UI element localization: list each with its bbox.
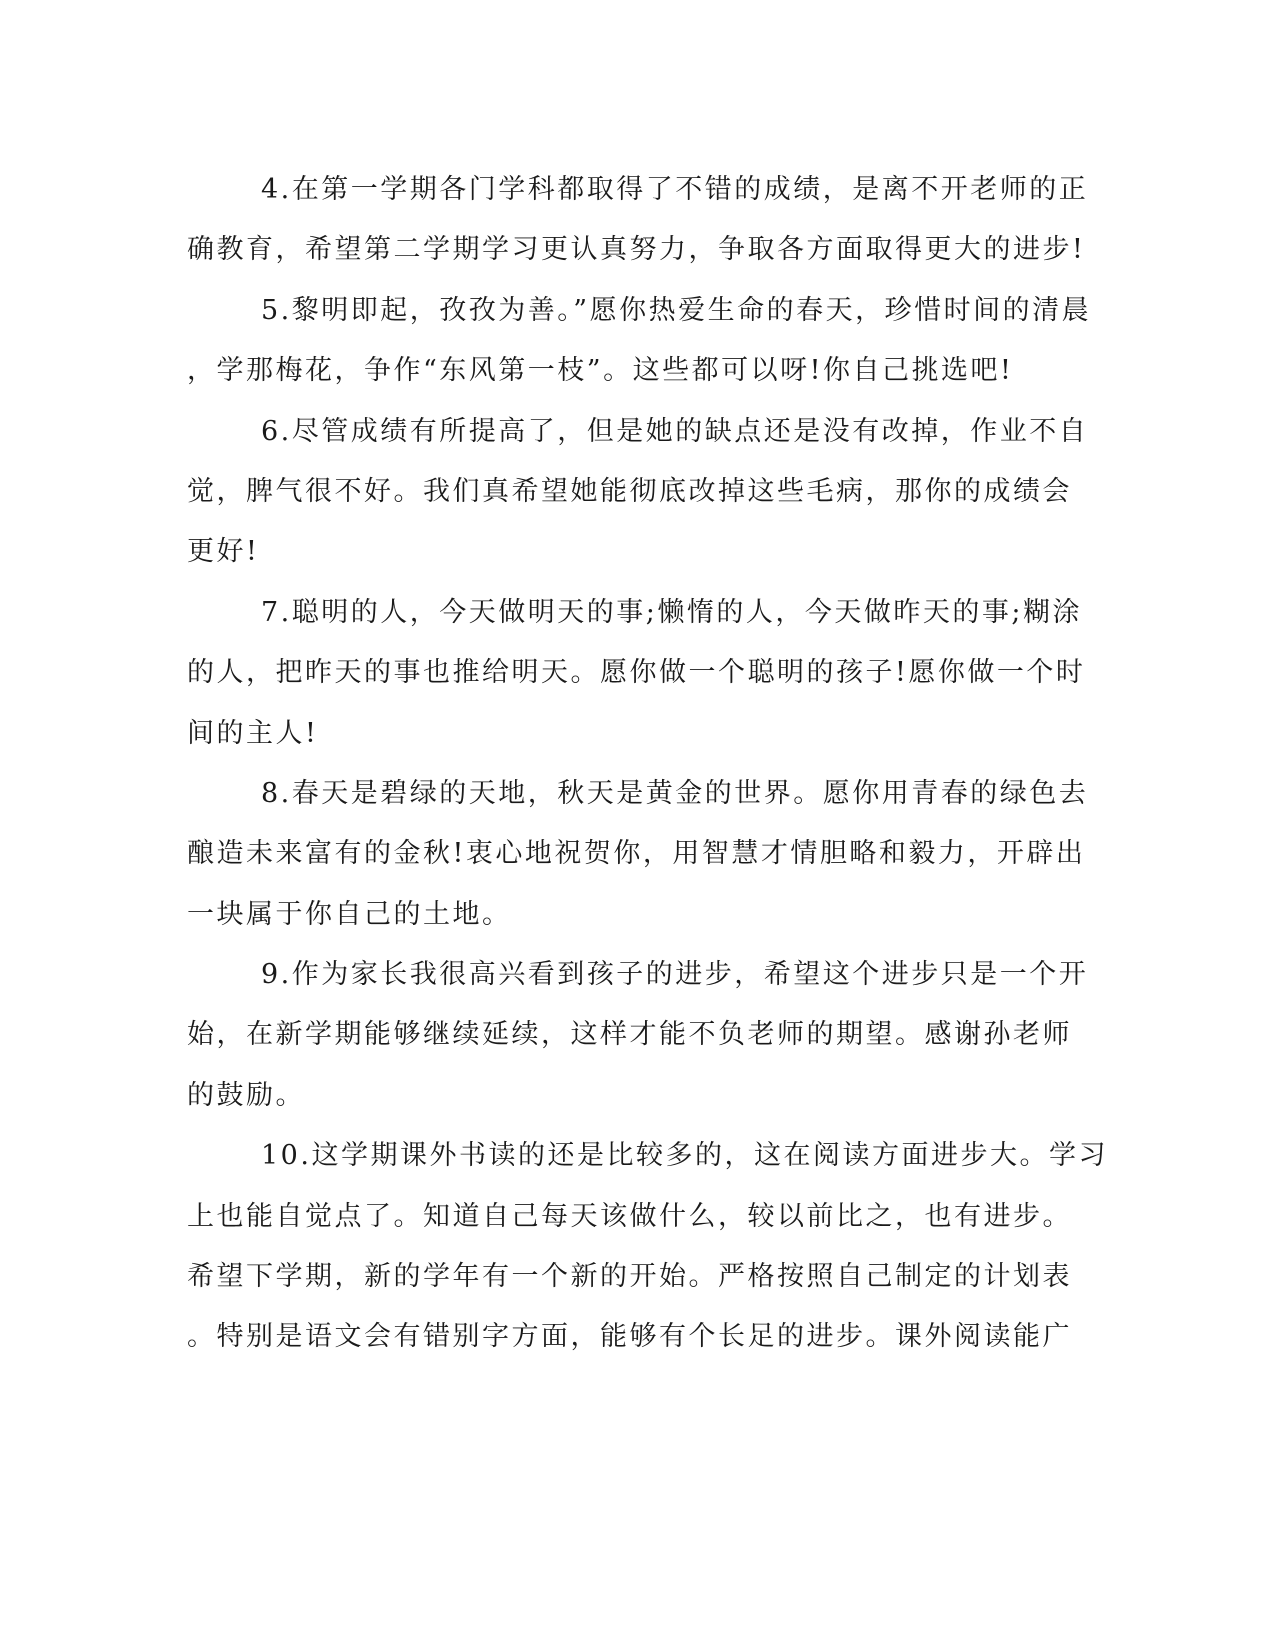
- paragraph-line: 希望下学期，新的学年有一个新的开始。严格按照自己制定的计划表: [187, 1261, 1072, 1293]
- paragraph-line: 更好!: [187, 536, 260, 568]
- paragraph-line: 5.黎明即起，孜孜为善。”愿你热爱生命的春天，珍惜时间的清晨: [261, 294, 1092, 326]
- paragraph-line: 9.作为家长我很高兴看到孩子的进步，希望这个进步只是一个开: [261, 959, 1089, 991]
- paragraph-4: [187, 160, 1089, 281]
- paragraph-line: 6.尽管成绩有所提高了，但是她的缺点还是没有改掉，作业不自: [261, 415, 1089, 447]
- paragraph-line: 7.聪明的人，今天做明天的事;懒惰的人，今天做昨天的事;糊涂: [261, 596, 1082, 628]
- paragraph-line: 一块属于你自己的土地。: [187, 898, 512, 930]
- paragraph-line: 4.在第一学期各门学科都取得了不错的成绩，是离不开老师的正: [261, 174, 1089, 205]
- paragraph-line: 上也能自觉点了。知道自己每天该做什么，较以前比之，也有进步。: [187, 1200, 1072, 1232]
- paragraph-8: [187, 764, 1089, 945]
- paragraph-line: 始，在新学期能够继续延续，这样才能不负老师的期望。感谢孙老师: [187, 1019, 1072, 1051]
- paragraph-5: [187, 281, 1092, 402]
- paragraph-line: 确教育，希望第二学期学习更认真努力，争取各方面取得更大的进步!: [187, 234, 1086, 266]
- document-body: [187, 160, 1108, 1368]
- paragraph-line: 的人，把昨天的事也推给明天。愿你做一个聪明的孩子!愿你做一个时: [187, 657, 1086, 689]
- paragraph-line: 觉，脾气很不好。我们真希望她能彻底改掉这些毛病，那你的成绩会: [187, 475, 1072, 507]
- paragraph-7: [187, 583, 1086, 764]
- paragraph-line: 10.这学期课外书读的还是比较多的，这在阅读方面进步大。学习: [261, 1140, 1108, 1172]
- paragraph-line: 。特别是语文会有错别字方面，能够有个长足的进步。课外阅读能广: [187, 1321, 1072, 1353]
- paragraph-line: 8.春天是碧绿的天地，秋天是黄金的世界。愿你用青春的绿色去: [261, 777, 1089, 809]
- paragraph-6: [187, 402, 1089, 583]
- paragraph-9: [187, 945, 1089, 1126]
- paragraph-line: 间的主人!: [187, 717, 319, 749]
- paragraph-10: [187, 1126, 1108, 1368]
- paragraph-line: 酿造未来富有的金秋!衷心地祝贺你，用智慧才情胆略和毅力，开辟出: [187, 838, 1086, 870]
- paragraph-line: ，学那梅花，争作“东风第一枝”。这些都可以呀!你自己挑选吧!: [187, 355, 1014, 387]
- paragraph-line: 的鼓励。: [187, 1079, 305, 1111]
